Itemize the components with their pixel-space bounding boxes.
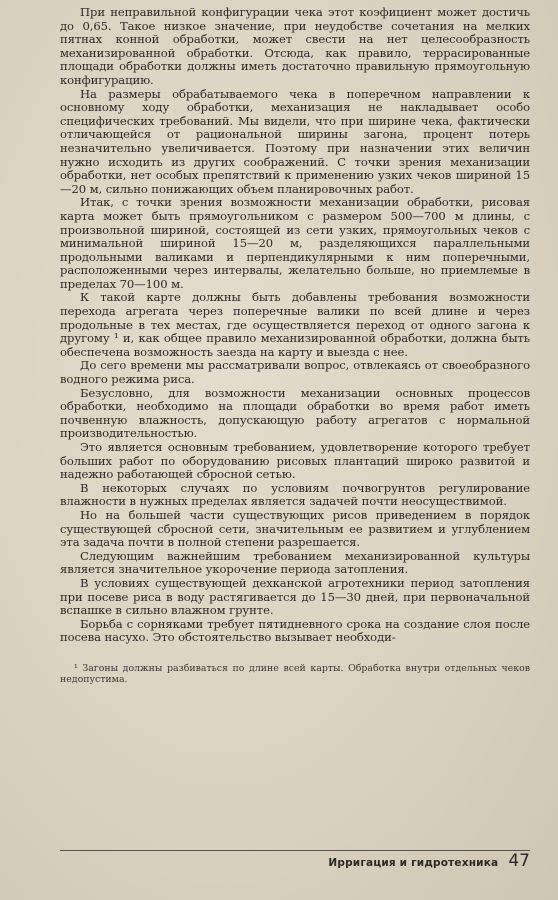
paragraph: Это является основным требованием, удовлетворение которого требует больших работ по оборудованию рисовых плантаций широко развитой и надежно работающей сбросной сетью.	[60, 440, 530, 482]
paragraph: При неправильной конфигурации чека этот коэфициент может достичь до 0,65. Такое низкое значение, при неудобстве сочетания на мелких пятнах конной обработки, может свести на нет целесообразность механизированной обработки. Отсюда, как правило, террасированные площади обработки должны иметь достаточно правильную прямоугольную конфигурацию.	[60, 5, 530, 87]
paragraph: В условиях существующей дехканской агротехники период затопления при посеве риса в воду растягивается до 15—30 дней, при первоначальной вспашке в сильно влажном грунте.	[60, 575, 530, 618]
body-text	[60, 6, 530, 645]
page-footer	[60, 850, 530, 871]
paragraph: Итак, с точки зрения возможности механизации обработки, рисовая карта может быть прямоугольником с размером 500—700 м длины, с произвольной шириной, состоящей из сети узких, прямоугольных чеков с минимальной шириной 15—20 м, разделяющихся параллельными продольными валиками и перпендикулярными к ним поперечными, расположенными через интервалы, желательно больше, но приемлемые в пределах 70—100 м.	[60, 195, 530, 291]
paragraph: На размеры обрабатываемого чека в поперечном направлении к основному ходу обработки, механизация не накладывает особо специфических требований. Мы видели, что при ширине чека, фактически отличающейся от рациональной ширины загона, процент потерь незначительно увеличивается. Поэтому при назначении этих величин нужно исходить из других соображений. С точки зрения механизации обработки, нет особых препятствий к применению узких чеков шириной 15—20 м, сильно понижающих объем планировочных работ.	[60, 86, 530, 196]
paragraph: До сего времени мы рассматривали вопрос, отвлекаясь от своеобразного водного режима риса.	[60, 358, 530, 387]
running-title: Ирригация и гидротехника	[328, 857, 499, 869]
paragraph: Безусловно, для возможности механизации основных процессов обработки, необходимо на площади обработки во время работ иметь почвенную влажность, допускающую работу агрегатов с нормальной производительностью.	[60, 385, 530, 441]
paragraph: В некоторых случаях по условиям почвогрунтов регулирование влажности в нужных пределах является задачей почти неосуществимой.	[60, 480, 530, 509]
paragraph: Но на большей части существующих рисов приведением в порядок существующей сбросной сети, значительным ее развитием и углублением эта задача почти в полной степени разрешается.	[60, 507, 530, 550]
paragraph: Борьба с сорняками требует пятидневного срока на создание слоя после посева насухо. Это обстоятельство вызывает необходи-	[60, 616, 530, 645]
footnote: ¹ Загоны должны разбиваться по длине всей карты. Обработка внутри отдельных чеков недопустима.	[60, 662, 530, 685]
paragraph: К такой карте должны быть добавлены требования возможности перехода агрегата через поперечные валики по всей длине и через продольные в тех местах, где осуществляется переход от одного загона к другому ¹ и, как общее правило механизированной обработки, должна быть обеспечена возможность заезда на карту и выезда с нее.	[60, 290, 530, 359]
page-number: 47	[508, 851, 530, 871]
paragraph: Следующим важнейшим требованием механизированной культуры является значительное укорочение периода затопления.	[60, 548, 530, 577]
